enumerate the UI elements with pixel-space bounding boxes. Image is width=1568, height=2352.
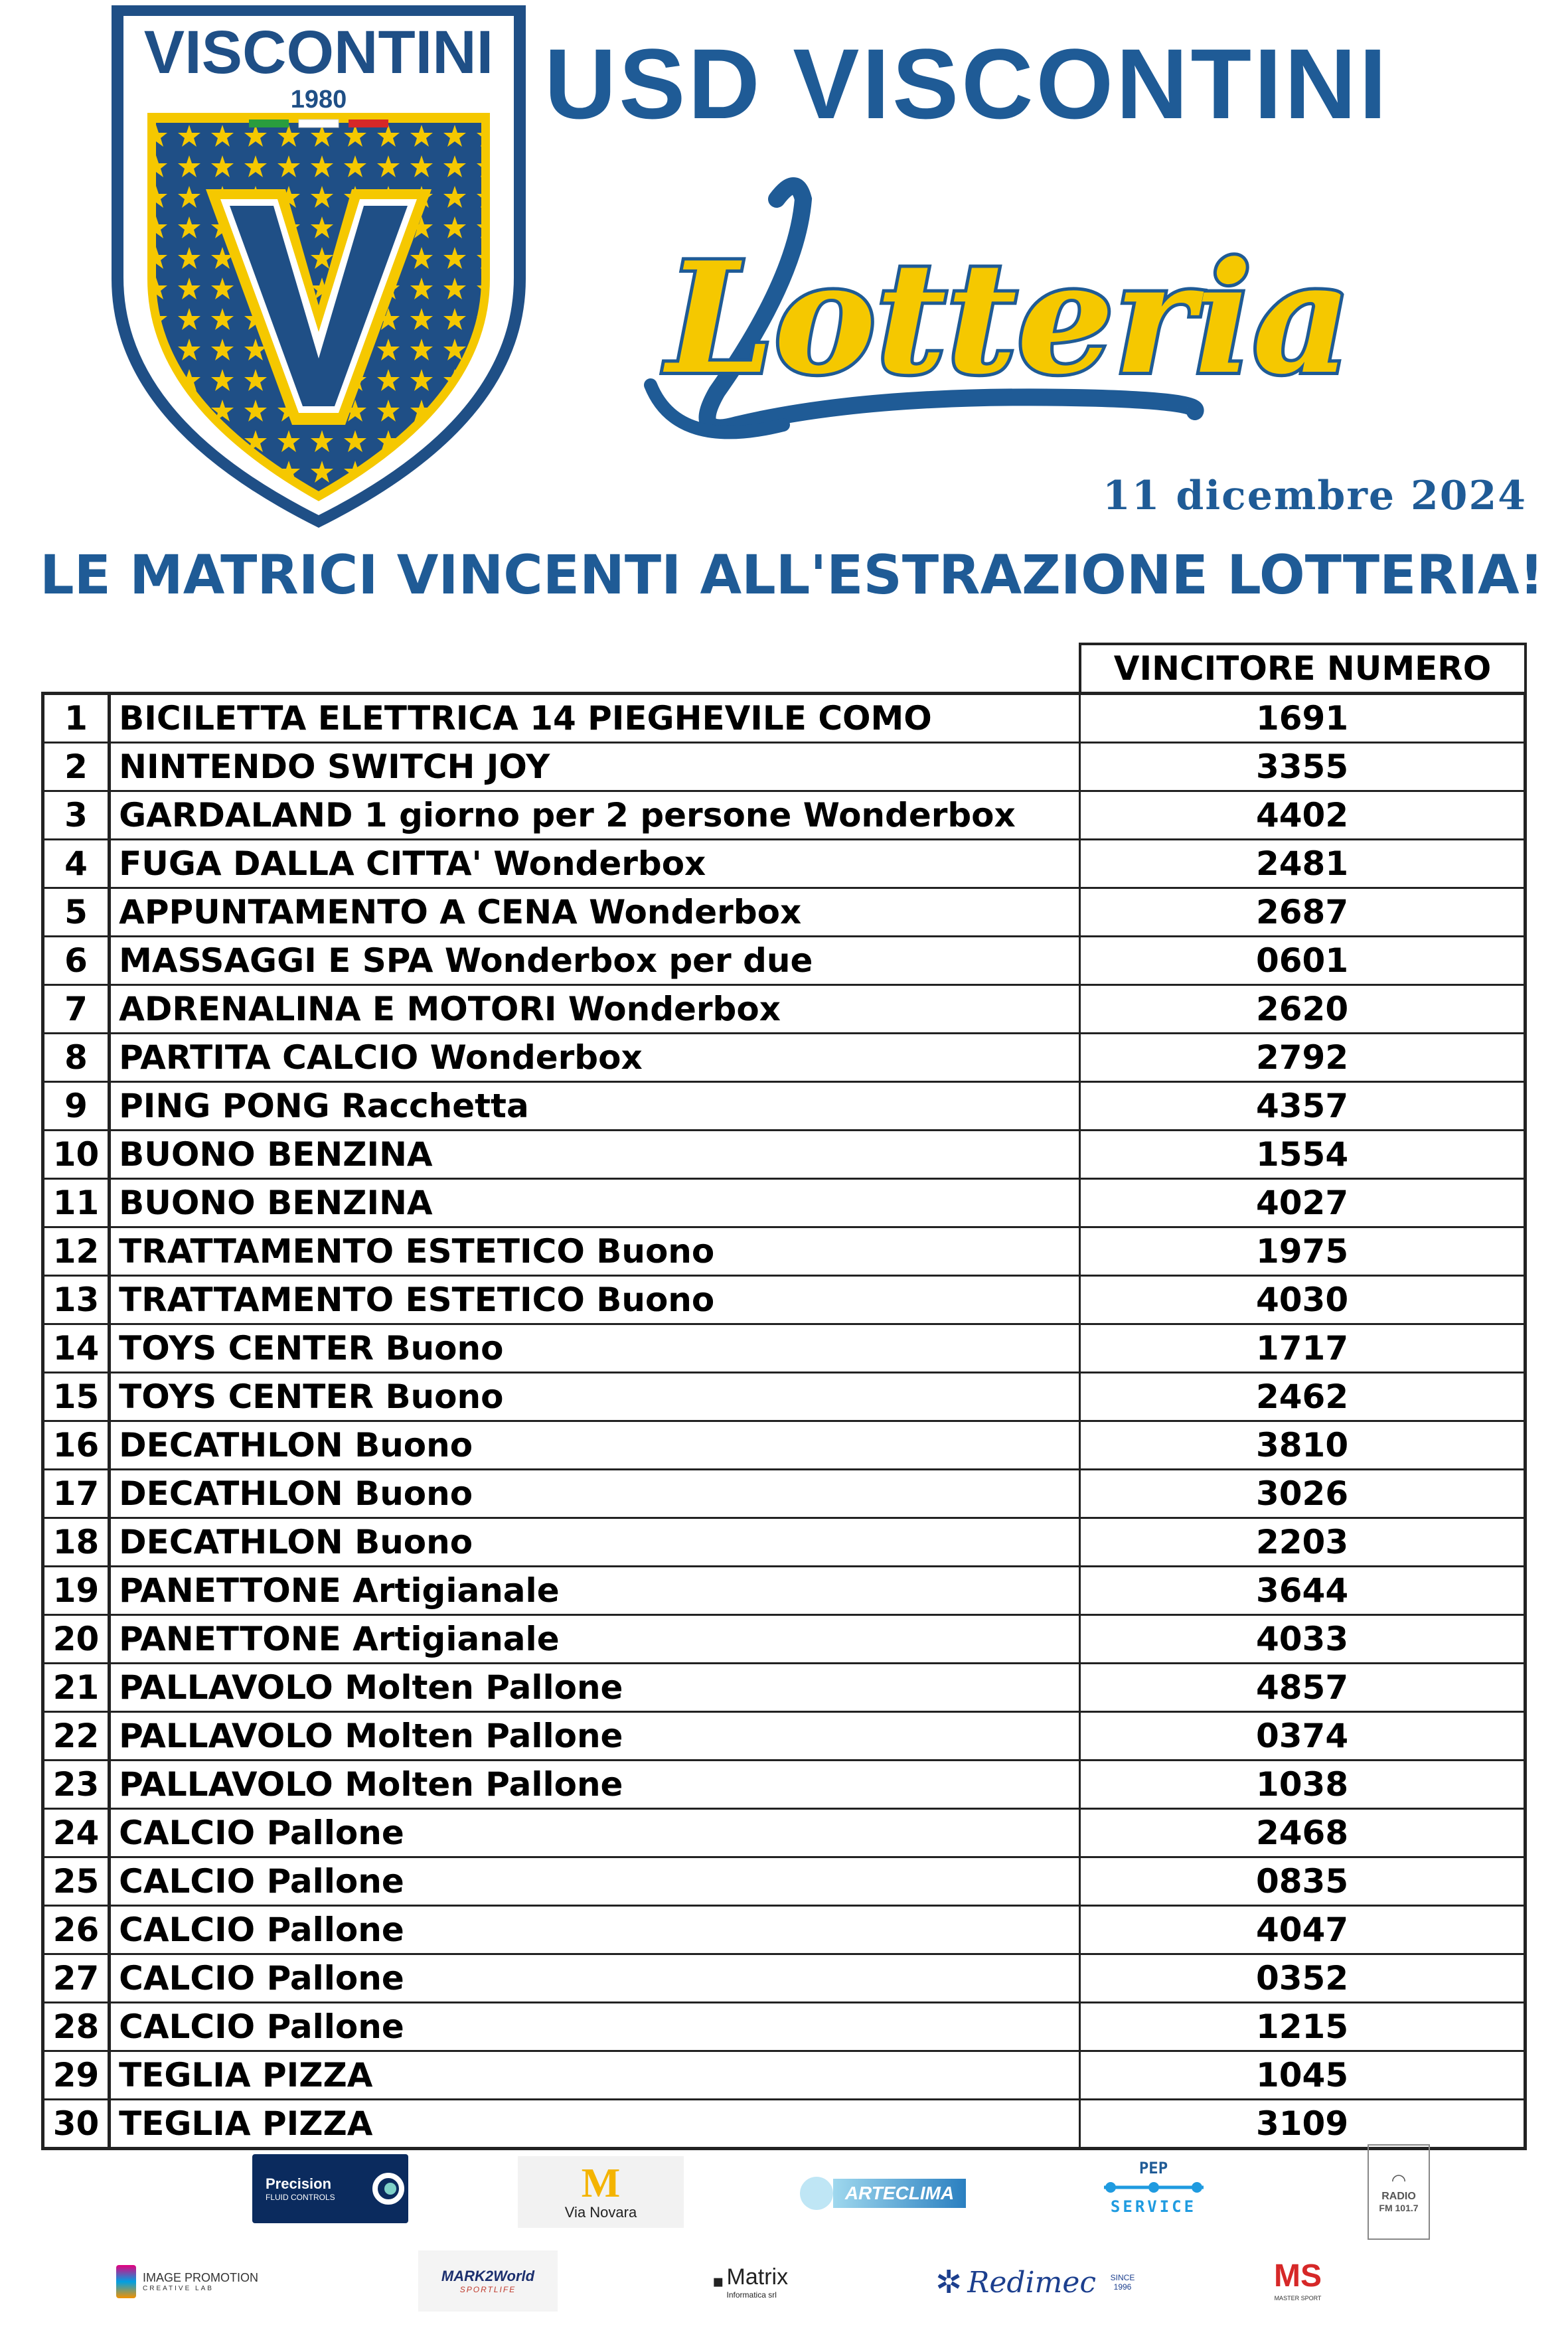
row-number: 20 bbox=[43, 1615, 110, 1664]
winning-number: 1975 bbox=[1080, 1227, 1526, 1276]
prize-name: ADRENALINA E MOTORI Wonderbox bbox=[110, 985, 1080, 1034]
winners-table bbox=[41, 643, 1527, 2150]
prize-name: PALLAVOLO Molten Pallone bbox=[110, 1664, 1080, 1712]
row-number: 23 bbox=[43, 1761, 110, 1809]
prize-name: DECATHLON Buono bbox=[110, 1470, 1080, 1518]
sponsor-master-sport-logo bbox=[1265, 2242, 1331, 2317]
row-number: 9 bbox=[43, 1082, 110, 1131]
sponsor-mark2world-name: MARK2World bbox=[441, 2268, 535, 2284]
row-number: 5 bbox=[43, 888, 110, 937]
row-number: 4 bbox=[43, 840, 110, 888]
winning-number: 1038 bbox=[1080, 1761, 1526, 1809]
sponsor-redimec-since: SINCE 1996 bbox=[1110, 2273, 1135, 2292]
table-row bbox=[43, 1276, 1526, 1324]
table-row bbox=[43, 2051, 1526, 2100]
club-shield-logo bbox=[106, 0, 531, 531]
table-row bbox=[43, 888, 1526, 937]
table-row bbox=[43, 1470, 1526, 1518]
winning-number: 4357 bbox=[1080, 1082, 1526, 1131]
table-row bbox=[43, 2100, 1526, 2149]
row-number: 29 bbox=[43, 2051, 110, 2100]
winning-number: 2687 bbox=[1080, 888, 1526, 937]
lotteria-word: Lotteria bbox=[666, 229, 1352, 408]
table-row bbox=[43, 1034, 1526, 1082]
radio-headphones-icon: ◠ bbox=[1391, 2171, 1407, 2191]
sponsor-arteclima-logo bbox=[800, 2171, 966, 2216]
redimec-snowflake-icon: ✲ bbox=[935, 2264, 963, 2301]
winning-number: 1045 bbox=[1080, 2051, 1526, 2100]
table-row bbox=[43, 1712, 1526, 1761]
prize-name: CALCIO Pallone bbox=[110, 1857, 1080, 1906]
sponsor-image-promotion-logo bbox=[116, 2260, 275, 2303]
row-number: 26 bbox=[43, 1906, 110, 1954]
sponsor-pep-logo bbox=[1092, 2151, 1215, 2224]
row-number: 24 bbox=[43, 1809, 110, 1857]
row-number: 13 bbox=[43, 1276, 110, 1324]
sponsor-precision-logo bbox=[252, 2154, 408, 2223]
table-row bbox=[43, 1373, 1526, 1421]
prize-name: PANETTONE Artigianale bbox=[110, 1615, 1080, 1664]
row-number: 7 bbox=[43, 985, 110, 1034]
prize-name: PING PONG Racchetta bbox=[110, 1082, 1080, 1131]
prize-name: PARTITA CALCIO Wonderbox bbox=[110, 1034, 1080, 1082]
image-promotion-mark-icon bbox=[116, 2265, 136, 2298]
table-row bbox=[43, 1906, 1526, 1954]
winning-number: 4402 bbox=[1080, 791, 1526, 840]
sponsor-image-promotion-name: IMAGE PROMOTION bbox=[143, 2271, 259, 2284]
sponsor-redimec-name: Redimec bbox=[967, 2265, 1097, 2300]
winning-number: 4033 bbox=[1080, 1615, 1526, 1664]
winning-number: 4047 bbox=[1080, 1906, 1526, 1954]
sponsor-pep-top: PEP bbox=[1138, 2159, 1168, 2177]
sponsor-ms-mark: MS bbox=[1274, 2258, 1322, 2294]
sponsor-precision-sub: FLUID CONTROLS bbox=[266, 2193, 335, 2202]
winning-number: 2481 bbox=[1080, 840, 1526, 888]
winning-number: 2620 bbox=[1080, 985, 1526, 1034]
table-row bbox=[43, 1761, 1526, 1809]
sponsor-matrix-sub: Informatica srl bbox=[726, 2290, 777, 2300]
sponsor-image-promotion-sub: CREATIVE LAB bbox=[143, 2285, 214, 2292]
shield-text: VISCONTINI bbox=[143, 19, 494, 86]
table-row bbox=[43, 1324, 1526, 1373]
row-number: 6 bbox=[43, 937, 110, 985]
table-row bbox=[43, 1179, 1526, 1227]
prize-name: PALLAVOLO Molten Pallone bbox=[110, 1712, 1080, 1761]
winning-number: 2792 bbox=[1080, 1034, 1526, 1082]
prize-name: DECATHLON Buono bbox=[110, 1421, 1080, 1470]
table-row bbox=[43, 985, 1526, 1034]
sponsor-matrix-name: Matrix bbox=[726, 2264, 789, 2290]
sponsor-mcdonalds-logo bbox=[518, 2156, 684, 2228]
sponsor-mcdonalds-label: Via Novara bbox=[564, 2204, 637, 2221]
prize-name: TEGLIA PIZZA bbox=[110, 2051, 1080, 2100]
row-number: 15 bbox=[43, 1373, 110, 1421]
pep-connector-icon bbox=[1097, 2177, 1210, 2197]
sponsor-radio-logo bbox=[1368, 2144, 1430, 2240]
row-number: 16 bbox=[43, 1421, 110, 1470]
winning-number: 4030 bbox=[1080, 1276, 1526, 1324]
lotteria-script-logo bbox=[637, 173, 1368, 478]
table-row bbox=[43, 791, 1526, 840]
table-row bbox=[43, 840, 1526, 888]
prize-name: GARDALAND 1 giorno per 2 persone Wonderbox bbox=[110, 791, 1080, 840]
row-number: 12 bbox=[43, 1227, 110, 1276]
row-number: 14 bbox=[43, 1324, 110, 1373]
prize-name: TOYS CENTER Buono bbox=[110, 1324, 1080, 1373]
row-number: 8 bbox=[43, 1034, 110, 1082]
winning-number: 1215 bbox=[1080, 2003, 1526, 2051]
row-number: 19 bbox=[43, 1567, 110, 1615]
sponsor-mark2world-sub: SPORTLIFE bbox=[459, 2285, 516, 2294]
winning-number: 4857 bbox=[1080, 1664, 1526, 1712]
row-number: 11 bbox=[43, 1179, 110, 1227]
sponsor-radio-name: RADIO bbox=[1381, 2191, 1416, 2202]
prize-name: BUONO BENZINA bbox=[110, 1179, 1080, 1227]
prize-name: NINTENDO SWITCH JOY bbox=[110, 743, 1080, 791]
row-number: 1 bbox=[43, 694, 110, 743]
sponsor-ms-label: MASTER SPORT bbox=[1274, 2295, 1322, 2302]
table-row bbox=[43, 743, 1526, 791]
table-row bbox=[43, 694, 1526, 743]
prize-name: BICILETTA ELETTRICA 14 PIEGHEVILE COMO bbox=[110, 694, 1080, 743]
winning-number: 2468 bbox=[1080, 1809, 1526, 1857]
sponsor-radio-freq: FM 101.7 bbox=[1379, 2203, 1419, 2213]
table-row bbox=[43, 1857, 1526, 1906]
row-number: 22 bbox=[43, 1712, 110, 1761]
prize-name: FUGA DALLA CITTA' Wonderbox bbox=[110, 840, 1080, 888]
header-blank bbox=[43, 644, 110, 694]
winning-number: 1691 bbox=[1080, 694, 1526, 743]
row-number: 27 bbox=[43, 1954, 110, 2003]
table-row bbox=[43, 1954, 1526, 2003]
winning-number: 4027 bbox=[1080, 1179, 1526, 1227]
winning-number: 0601 bbox=[1080, 937, 1526, 985]
prize-name: TRATTAMENTO ESTETICO Buono bbox=[110, 1227, 1080, 1276]
table-row bbox=[43, 1664, 1526, 1712]
precision-ring-icon bbox=[368, 2169, 408, 2209]
prize-name: APPUNTAMENTO A CENA Wonderbox bbox=[110, 888, 1080, 937]
row-number: 17 bbox=[43, 1470, 110, 1518]
arteclima-figure-icon bbox=[800, 2177, 833, 2210]
winning-number: 2203 bbox=[1080, 1518, 1526, 1567]
table-row bbox=[43, 1131, 1526, 1179]
table-row bbox=[43, 1518, 1526, 1567]
sponsor-redimec-logo bbox=[933, 2256, 1145, 2309]
table-row bbox=[43, 937, 1526, 985]
draw-date: 11 dicembre 2024 bbox=[1103, 473, 1527, 519]
table-row bbox=[43, 1809, 1526, 1857]
prize-name: TOYS CENTER Buono bbox=[110, 1373, 1080, 1421]
row-number: 2 bbox=[43, 743, 110, 791]
sponsor-mark2world-logo bbox=[418, 2250, 558, 2312]
page-subtitle: LE MATRICI VINCENTI ALL'ESTRAZIONE LOTTERIA! bbox=[40, 544, 1544, 607]
winning-number: 3109 bbox=[1080, 2100, 1526, 2149]
table-header-row bbox=[43, 644, 1526, 694]
sponsor-matrix-logo bbox=[677, 2260, 823, 2303]
winning-number: 1554 bbox=[1080, 1131, 1526, 1179]
table-row bbox=[43, 1082, 1526, 1131]
winning-number: 2462 bbox=[1080, 1373, 1526, 1421]
table-row bbox=[43, 1615, 1526, 1664]
winning-number: 1717 bbox=[1080, 1324, 1526, 1373]
row-number: 18 bbox=[43, 1518, 110, 1567]
row-number: 25 bbox=[43, 1857, 110, 1906]
table-row bbox=[43, 1421, 1526, 1470]
shield-year: 1980 bbox=[290, 86, 347, 114]
table-row bbox=[43, 1567, 1526, 1615]
prize-name: CALCIO Pallone bbox=[110, 1954, 1080, 2003]
matrix-squares-icon: ▪ bbox=[712, 2272, 724, 2292]
prize-name: DECATHLON Buono bbox=[110, 1518, 1080, 1567]
table-row bbox=[43, 2003, 1526, 2051]
row-number: 10 bbox=[43, 1131, 110, 1179]
winning-number: 3026 bbox=[1080, 1470, 1526, 1518]
winning-number: 0352 bbox=[1080, 1954, 1526, 2003]
table-row bbox=[43, 1227, 1526, 1276]
prize-name: PANETTONE Artigianale bbox=[110, 1567, 1080, 1615]
prize-name: BUONO BENZINA bbox=[110, 1131, 1080, 1179]
sponsor-arteclima-label: ARTECLIMA bbox=[833, 2179, 966, 2208]
row-number: 3 bbox=[43, 791, 110, 840]
sponsor-pep-bottom: SERVICE bbox=[1110, 2197, 1197, 2216]
header-blank bbox=[110, 644, 1080, 694]
page-title: USD VISCONTINI bbox=[544, 28, 1389, 139]
sponsor-precision-name: Precision bbox=[266, 2175, 332, 2192]
header-winner-number: VINCITORE NUMERO bbox=[1080, 644, 1526, 694]
prize-name: MASSAGGI E SPA Wonderbox per due bbox=[110, 937, 1080, 985]
winning-number: 0835 bbox=[1080, 1857, 1526, 1906]
prize-name: CALCIO Pallone bbox=[110, 1809, 1080, 1857]
row-number: 30 bbox=[43, 2100, 110, 2149]
prize-name: PALLAVOLO Molten Pallone bbox=[110, 1761, 1080, 1809]
prize-name: TRATTAMENTO ESTETICO Buono bbox=[110, 1276, 1080, 1324]
row-number: 28 bbox=[43, 2003, 110, 2051]
prize-name: CALCIO Pallone bbox=[110, 2003, 1080, 2051]
row-number: 21 bbox=[43, 1664, 110, 1712]
mcdonalds-arches-icon: M bbox=[581, 2161, 621, 2206]
winning-number: 0374 bbox=[1080, 1712, 1526, 1761]
winning-number: 3355 bbox=[1080, 743, 1526, 791]
prize-name: CALCIO Pallone bbox=[110, 1906, 1080, 1954]
prize-name: TEGLIA PIZZA bbox=[110, 2100, 1080, 2149]
winning-number: 3810 bbox=[1080, 1421, 1526, 1470]
winning-number: 3644 bbox=[1080, 1567, 1526, 1615]
